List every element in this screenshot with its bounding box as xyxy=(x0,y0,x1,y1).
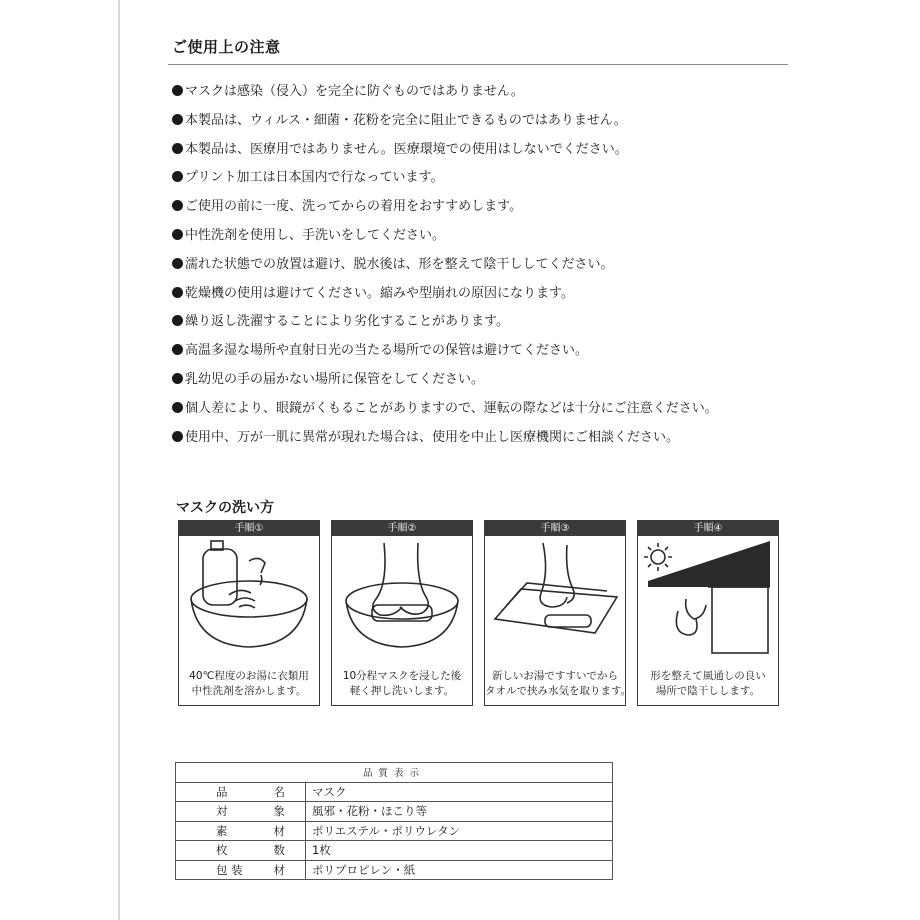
step-label: 手順① xyxy=(179,521,319,536)
bullet-icon xyxy=(172,200,183,211)
step-text: 新しいお湯ですすいでから タオルで挟み水気を取ります。 xyxy=(485,670,632,697)
row-value: ポリエステル・ポリウレタン xyxy=(306,821,613,841)
bullet-icon xyxy=(172,431,183,442)
wash-step-1 xyxy=(178,520,320,706)
caution-item: マスクは感染（侵入）を完全に防ぐものではありません。 xyxy=(172,78,772,107)
bullet-icon xyxy=(172,315,183,326)
wash-step-2 xyxy=(331,520,473,706)
wash-step-4 xyxy=(637,520,779,706)
hand-washing-icon xyxy=(332,539,471,657)
row-label: 品 名 xyxy=(176,782,306,802)
caution-item: 濡れた状態での放置は避け、脱水後は、形を整えて陰干ししてください。 xyxy=(172,251,772,280)
bullet-icon xyxy=(172,114,183,125)
step-label: 手順② xyxy=(332,521,472,536)
row-label: 素 材 xyxy=(176,821,306,841)
row-label: 枚 数 xyxy=(176,841,306,861)
step-text: 10分程マスクを浸した後 軽く押し洗いします。 xyxy=(342,670,462,697)
step-text: 40℃程度のお湯に衣類用 中性洗剤を溶かします。 xyxy=(189,670,309,697)
table-row xyxy=(176,821,613,841)
caution-title: ご使用上の注意 xyxy=(172,38,281,56)
sheet-edge xyxy=(118,0,120,920)
caution-item: 乳幼児の手の届かない場所に保管をしてください。 xyxy=(172,366,772,395)
caution-item: ご使用の前に一度、洗ってからの着用をおすすめします。 xyxy=(172,193,772,222)
caution-item: 個人差により、眼鏡がくもることがありますので、運転の際などは十分にご注意ください。 xyxy=(172,395,772,424)
caution-item: 使用中、万が一肌に異常が現れた場合は、使用を中止し医療機関にご相談ください。 xyxy=(172,424,772,453)
towel-press-icon xyxy=(485,539,624,657)
row-value: マスク xyxy=(306,782,613,802)
bullet-icon xyxy=(172,85,183,96)
row-value: ポリプロピレン・紙 xyxy=(306,860,613,880)
bullet-icon xyxy=(172,344,183,355)
bullet-icon xyxy=(172,143,183,154)
caution-item: 本製品は、医療用ではありません。医療環境での使用はしないでください。 xyxy=(172,136,772,165)
bullet-icon xyxy=(172,171,183,182)
caution-item: 本製品は、ウィルス・細菌・花粉を完全に阻止できるものではありません。 xyxy=(172,107,772,136)
quality-header-row xyxy=(176,763,613,783)
row-label: 対 象 xyxy=(176,802,306,822)
table-row xyxy=(176,802,613,822)
caution-list xyxy=(172,78,772,452)
shade-dry-icon xyxy=(638,539,777,657)
quality-label-table xyxy=(175,762,613,880)
caution-item: プリント加工は日本国内で行なっています。 xyxy=(172,164,772,193)
step-label: 手順③ xyxy=(485,521,625,536)
step-text: 形を整えて風通しの良い 場所で陰干しします。 xyxy=(650,670,766,697)
bullet-icon xyxy=(172,373,183,384)
caution-item: 乾燥機の使用は避けてください。縮みや型崩れの原因になります。 xyxy=(172,280,772,309)
caution-item: 繰り返し洗濯することにより劣化することがあります。 xyxy=(172,308,772,337)
wash-step-3 xyxy=(484,520,632,706)
wash-title: マスクの洗い方 xyxy=(176,500,274,516)
bullet-icon xyxy=(172,402,183,413)
table-row xyxy=(176,860,613,880)
table-row xyxy=(176,841,613,861)
table-row xyxy=(176,782,613,802)
quality-header: 品質表示 xyxy=(176,763,613,783)
bullet-icon xyxy=(172,258,183,269)
bullet-icon xyxy=(172,229,183,240)
caution-divider xyxy=(168,64,788,65)
caution-item: 中性洗剤を使用し、手洗いをしてください。 xyxy=(172,222,772,251)
step-label: 手順④ xyxy=(638,521,778,536)
row-label: 包 装 材 xyxy=(176,860,306,880)
caution-item: 高温多湿な場所や直射日光の当たる場所での保管は避けてください。 xyxy=(172,337,772,366)
basin-detergent-icon xyxy=(179,539,318,657)
row-value: 風邪・花粉・ほこり等 xyxy=(306,802,613,822)
bullet-icon xyxy=(172,287,183,298)
row-value: 1枚 xyxy=(306,841,613,861)
